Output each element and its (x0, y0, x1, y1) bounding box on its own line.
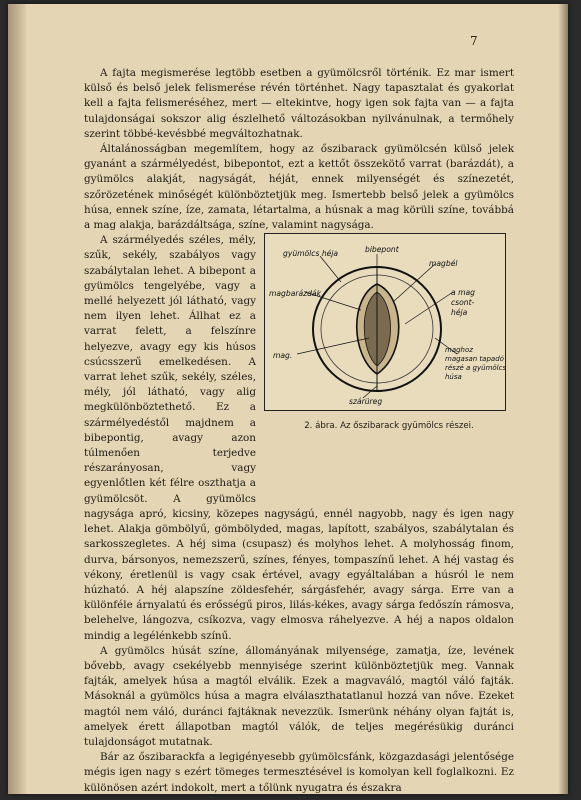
label-szarureg: szárüreg (349, 397, 383, 407)
paragraph-4: A gyümölcs húsát színe, állományának milyensége, zamatja, íze, levének bővebb, avagy csekélyebb mennyisége szerint különböztetjük meg. Vannak fajták, amelyek húsa a magtól elválik. Ezek a magvaváló, magtól váló fajták. Másoknál a gyümölcs húsa a magra elválaszthatatlanul hozzá van nőve. Ezeket magtól nem váló, duránci fajtáknak nevezzük. Ismerünk néhány olyan fajtát is, amelyek érett állapotban magtól válók, de teljes megérésükig duránci tulajdonságot mutatnak. (84, 644, 514, 748)
paragraph-1: A fajta megismerése legtöbb esetben a gyümölcsről történik. Ez mar ismert külső és belső jelek felismerése révén történhet. Nagy tapasztalat és gyakorlat kell a fajta felismeréséhez, mert — eltekintve, hogy igen sok fajta van — a fajta tulajdonságai sokszor alig észlelhető változásokban nyilvánulnak, a termőhely szerint többé-kevésbbé megváltozhatnak. (84, 67, 514, 140)
figure-caption: 2. ábra. Az őszibarack gyümölcs részei. (304, 421, 474, 432)
label-gyumolcs-heja: gyümölcs héja (283, 249, 339, 259)
label-magbel: magbél (429, 259, 458, 269)
page-edge-shadow (558, 4, 568, 794)
label-mag: mag. (273, 351, 293, 361)
figure-peach-parts (264, 233, 514, 491)
paragraph-2: Általánosságban megemlítem, hogy az őszibarack gyümölcsén külső jelek gyanánt a szármélyedést, bibepontot, ezt a kettőt összekötő varrat (barázdát), a gyümölcs alakját, nagyságát, héját, ennek milyenségét és színezetét, szőrözetének minőségét különböztetjük meg. Ismertebb belső jelek a gyümölcs húsa, ennek színe, íze, zamata, létartalma, a húsnak a mag körüli színe, továbbá a mag alakja, barázdáltsága, színe, valamint nagysága. (84, 143, 514, 232)
label-bibepont: bibepont (365, 245, 399, 255)
book-page (8, 4, 568, 794)
page-number: 7 (470, 34, 478, 48)
page-spine-shadow (8, 4, 26, 794)
figure-frame (264, 233, 506, 411)
paragraph-5: Bár az őszibarackfa a legigényesebb gyümölcsfánk, közgazdasági jelentősége mégis igen nagy s ezért tömeges termesztésével is komolyan kell foglalkozni. Ez különösen azért indokolt, mert a tőlünk nyugatra és északra (84, 751, 514, 794)
paragraph-3: A szármélyedés széles, mély, szűk, sekély, szabályos vagy szabálytalan lehet. A bibepont a gyümölcs tengelyébe, vagy a mellé helyezett jól látható, vagy nem ilyen lehet. Állhat ez a varrat felett, a felszínre helyezve, avagy egy kis húsos csúcsszerű emelkedésen. A varrat lehet szűk, sekély, széles, mély, jól látható, vagy alig megkülönböztethető. Ez a szármélyedéstől majdnem a bibepontig, avagy azon túlmenően terjedve részarányosan, vagy egyenlőtlen két félre oszthatja a gyümölcsöt. A gyümölcs nagysága apró, kicsiny, közepes nagyságú, ennél nagyobb, nagy és igen nagy lehet. Alakja gömbölyű, gömbölyded, magas, lapított, szabályos, szabálytalan és sarkosszegletes. A héj sima (csupasz) és molyhos lehet. A molyhosság finom, durva, bársonyos, nemezszerű, színes, fényes, tompaszínű lehet. A héj vastag és vékony, éretlenül is vagy csak értével, avagy egyáltalában a húsról le nem húzható. A héj alapszíne zöldesfehér, sárgásfehér, avagy sárga. Erre van a különféle árnyalatú és erősségű piros, lilás-kékes, avagy sárga fedőszín rámosva, belehelve, lángozva, csíkozva, vagy elmosva ráhelyezve. A héj a napos oldalon mindig a legélénkebb színű. (84, 234, 514, 642)
label-maghoz-tapado: maghoz magasan tapadó részé a gyümölcs húsa (445, 346, 507, 382)
label-mag-csonthej: a mag csont- héja (451, 288, 475, 318)
body-text (84, 66, 514, 796)
label-magbarazdak: magbarázdák (269, 289, 321, 299)
